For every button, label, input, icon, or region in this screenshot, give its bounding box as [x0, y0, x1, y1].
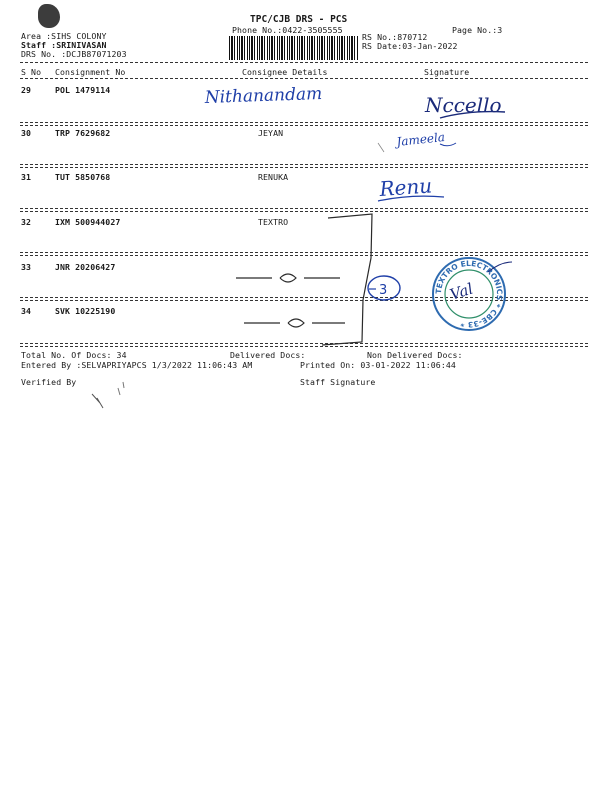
row-sno: 33 — [21, 262, 32, 272]
circled-count-number: 3 — [379, 283, 388, 298]
handwritten-signature-row31: Renu — [378, 173, 433, 201]
drs-number: DRS No. :DCJB87071203 — [21, 49, 127, 59]
row-sno: 29 — [21, 85, 32, 95]
column-header-sno: S No — [21, 67, 42, 77]
total-docs: Total No. Of Docs: 34 — [21, 350, 127, 360]
phone-number: Phone No.:0422-3505555 — [232, 25, 343, 35]
handwritten-bracket — [322, 214, 372, 345]
handwritten-signature-row29: Nccello — [425, 93, 502, 117]
scan-smudge — [378, 143, 384, 152]
handwritten-ditto-line — [236, 274, 340, 282]
row-consignment: JNR 20206427 — [55, 262, 116, 272]
staff-label: Staff :SRINIVASAN — [21, 40, 107, 50]
row-consignment: POL 1479114 — [55, 85, 111, 95]
scan-smudge — [118, 382, 124, 395]
handwritten-name-row29: Nithanandam — [204, 83, 323, 108]
non-delivered-docs: Non Delivered Docs: — [367, 350, 463, 360]
scan-smudge — [92, 394, 103, 408]
staff-signature-label: Staff Signature — [300, 377, 376, 387]
stamp-initials: Val — [447, 279, 476, 304]
row-consignment: TRP 7629682 — [55, 128, 111, 138]
handwritten-ditto-line — [244, 319, 345, 327]
column-header-signature: Signature — [424, 67, 470, 77]
page-title: TPC/CJB DRS - PCS — [250, 14, 348, 25]
entered-by: Entered By :SELVAPRIYAPCS 1/3/2022 11:06:43 AM — [21, 360, 253, 370]
area-label: Area :SIHS COLONY — [21, 31, 107, 41]
row-consignee: TEXTRO — [258, 217, 289, 227]
verified-by: Verified By — [21, 377, 77, 387]
rs-date: RS Date:03-Jan-2022 — [362, 41, 458, 51]
page-number: Page No.:3 — [452, 25, 503, 35]
row-sno: 34 — [21, 306, 32, 316]
row-consignment: SVK 10225190 — [55, 306, 116, 316]
row-sno: 31 — [21, 172, 32, 182]
stamp-text: TEXTRO ELECTRONICS * CBE-33 * — [433, 258, 505, 330]
handwritten-signature-row30: Jameela — [395, 129, 446, 149]
column-header-consignment: Consignment No — [55, 67, 126, 77]
delivered-docs: Delivered Docs: — [230, 350, 306, 360]
printed-on: Printed On: 03-01-2022 11:06:44 — [300, 360, 456, 370]
column-header-consignee: Consignee Details — [242, 67, 328, 77]
row-consignment: IXM 500944027 — [55, 217, 121, 227]
row-sno: 30 — [21, 128, 32, 138]
row-consignment: TUT 5850768 — [55, 172, 111, 182]
rs-number: RS No.:870712 — [362, 32, 428, 42]
row-sno: 32 — [21, 217, 32, 227]
row-consignee: JEYAN — [258, 128, 284, 138]
row-consignee: RENUKA — [258, 172, 289, 182]
